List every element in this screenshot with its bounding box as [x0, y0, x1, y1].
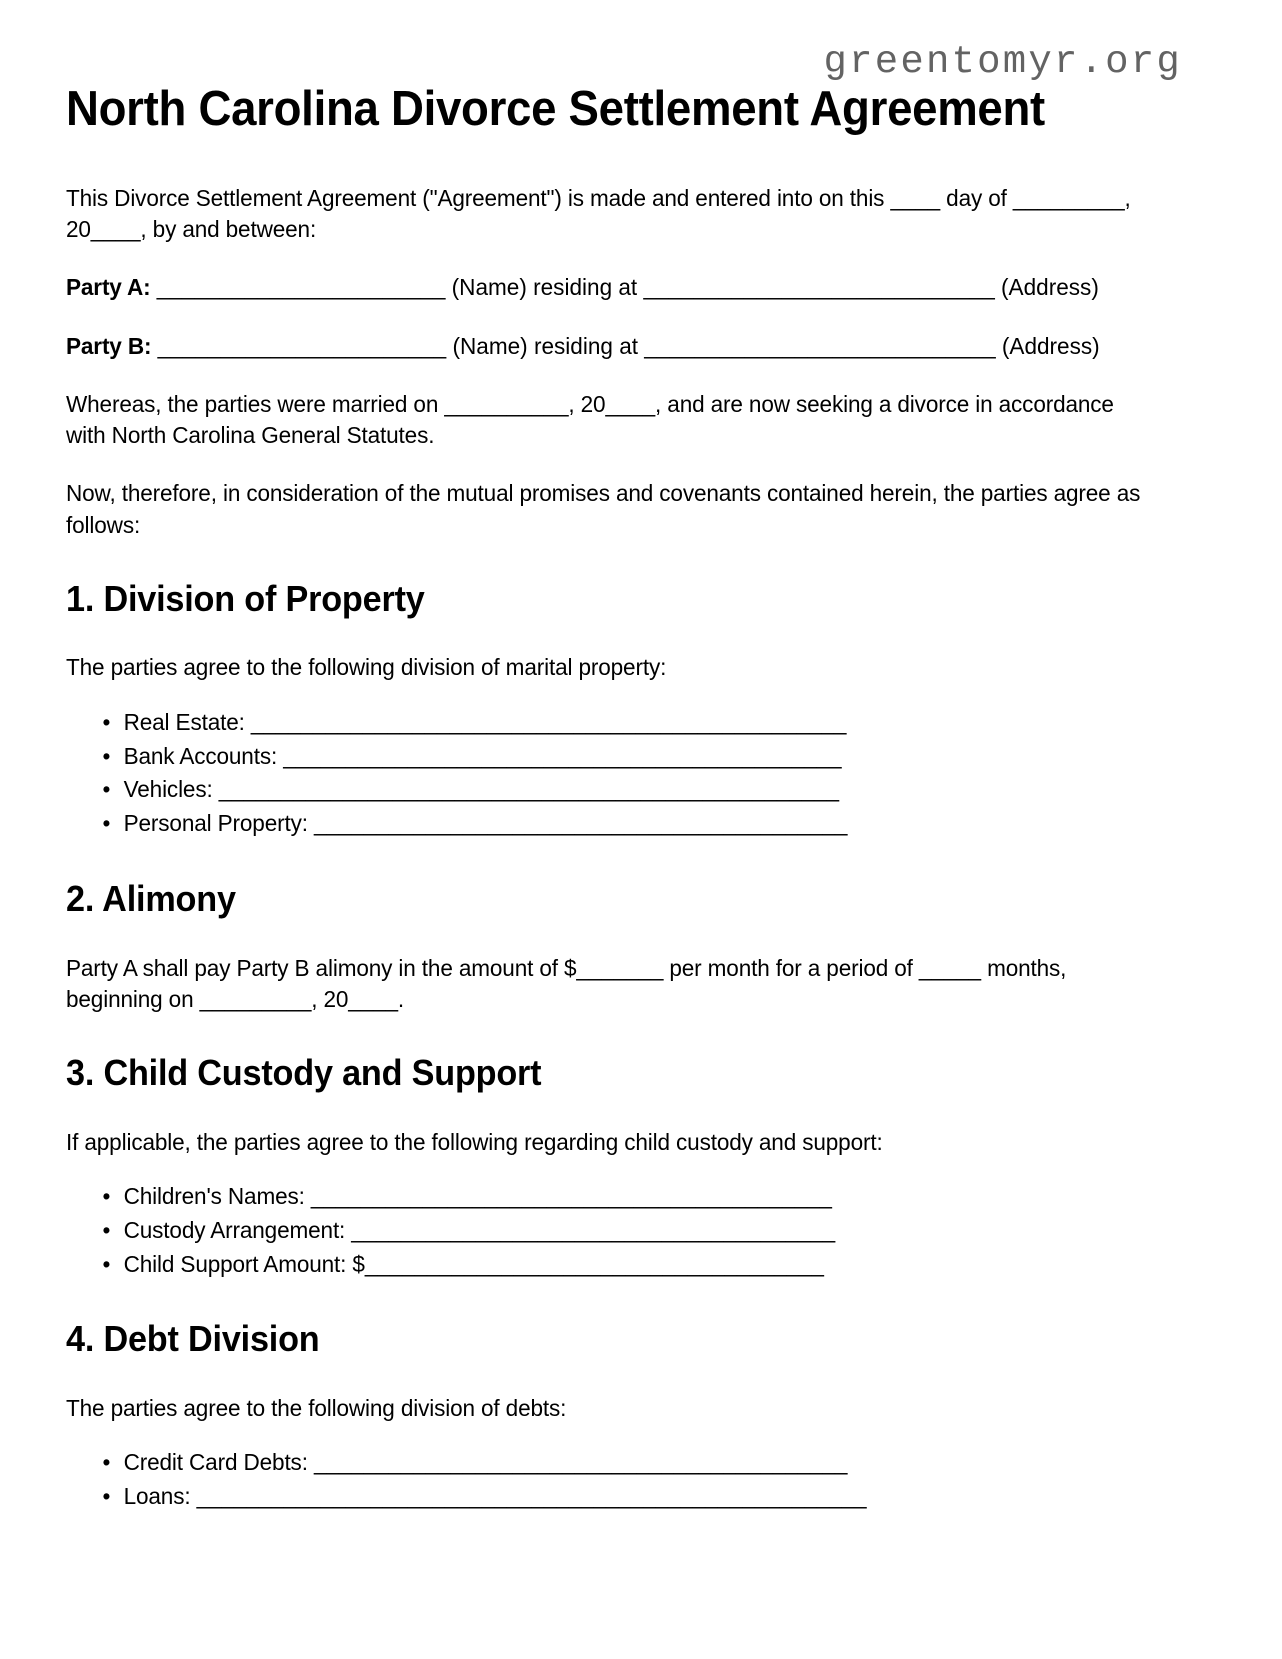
- list-item-label: Personal Property: ___________________________________________: [123, 810, 848, 837]
- section-3-intro: If applicable, the parties agree to the following regarding child custody and support:: [66, 1128, 883, 1155]
- list-item-label: Vehicles: __________________________________________________: [123, 776, 839, 803]
- section-1-list: [66, 706, 1213, 841]
- party-a-paragraph: [66, 272, 1156, 303]
- spacer: [66, 1158, 1156, 1180]
- bullet-icon: •: [102, 1449, 111, 1476]
- section-4-list: [66, 1446, 1213, 1514]
- bullet-icon: •: [102, 776, 111, 803]
- bullet-icon: •: [102, 1182, 111, 1209]
- spacer: [66, 1424, 1156, 1446]
- spacer: [66, 684, 1156, 706]
- bullet-icon: •: [102, 1250, 111, 1277]
- section-heading-child-custody-and-support: 3. Child Custody and Support: [66, 1052, 542, 1094]
- whereas-paragraph: Whereas, the parties were married on __________, 20____, and are now seeking a divorce in accordance with North Carolina General Statutes.: [66, 390, 1114, 449]
- site-watermark: greentomyr.org: [823, 40, 1182, 84]
- section-1-intro: The parties agree to the following division of marital property:: [66, 654, 667, 681]
- now-therefore-paragraph: Now, therefore, in consideration of the mutual promises and covenants contained herein, the parties agree as follows:: [66, 480, 1141, 538]
- spacer: [66, 618, 1156, 652]
- bullet-icon: •: [102, 708, 111, 735]
- list-item-label: Child Support Amount: $_____________________________________: [123, 1250, 824, 1277]
- list-item: [102, 1214, 1214, 1248]
- list-item: [102, 773, 1214, 807]
- list-item: [102, 1248, 1214, 1282]
- list-item: [102, 1480, 1214, 1514]
- bullet-icon: •: [102, 810, 111, 837]
- bullet-icon: •: [102, 1216, 111, 1243]
- list-item: [102, 1180, 1214, 1214]
- section-heading-division-of-property: 1. Division of Property: [66, 577, 425, 619]
- list-item-label: Custody Arrangement: _______________________________________: [123, 1216, 836, 1243]
- spacer: [66, 1015, 1156, 1053]
- bullet-icon: •: [102, 742, 111, 769]
- list-item-label: Credit Card Debts: ___________________________________________: [123, 1449, 848, 1476]
- list-item: [102, 706, 1214, 740]
- list-item-label: Real Estate: ________________________________________________: [123, 708, 847, 735]
- list-item-label: Children's Names: __________________________________________: [123, 1182, 832, 1209]
- section-3-list: [66, 1180, 1213, 1281]
- section-2-body: Party A shall pay Party B alimony in the amount of $_______ per month for a period of _____ months, beginning on _________, 20____.: [66, 954, 1067, 1012]
- section-heading-alimony: 2. Alimony: [66, 878, 236, 920]
- party-b-label: Party B:: [66, 332, 152, 359]
- spacer: [66, 841, 1156, 879]
- list-item: [102, 1446, 1214, 1480]
- spacer: [66, 1359, 1156, 1393]
- spacer: [66, 304, 1156, 331]
- page-title: North Carolina Divorce Settlement Agreement: [66, 82, 1045, 136]
- party-b-paragraph: [66, 331, 1156, 362]
- document-content: [66, 82, 1156, 1514]
- spacer: [66, 451, 1156, 478]
- spacer: [66, 245, 1156, 272]
- spacer: [66, 137, 1156, 183]
- spacer: [66, 919, 1156, 953]
- list-item: [102, 807, 1214, 841]
- party-b-blanks: _______________________ (Name) residing at ____________________________ (Address): [151, 332, 1100, 359]
- list-item-label: Bank Accounts: _____________________________________________: [123, 742, 842, 769]
- spacer: [66, 362, 1156, 389]
- bullet-icon: •: [102, 1483, 111, 1510]
- intro-paragraph: This Divorce Settlement Agreement ("Agreement") is made and entered into on this ____ day of _________, 20____, by and between:: [66, 184, 1131, 243]
- section-heading-debt-division: 4. Debt Division: [66, 1318, 320, 1360]
- spacer: [66, 1093, 1156, 1127]
- list-item: [102, 740, 1214, 774]
- spacer: [66, 1281, 1156, 1319]
- party-a-label: Party A:: [66, 274, 151, 301]
- spacer: [66, 541, 1156, 579]
- section-4-intro: The parties agree to the following division of debts:: [66, 1395, 567, 1422]
- list-item-label: Loans: ______________________________________________________: [123, 1483, 867, 1510]
- party-a-blanks: _______________________ (Name) residing at ____________________________ (Address): [150, 274, 1099, 301]
